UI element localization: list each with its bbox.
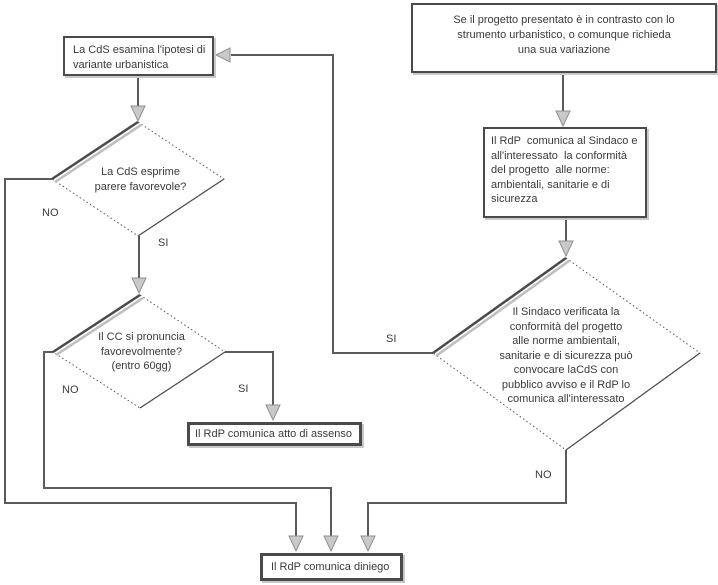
- box-text-line: variante urbanistica: [73, 59, 169, 71]
- arrow-sindaco-si-to-variante: [231, 55, 433, 353]
- decision-text-line: convocare laCdS con: [513, 364, 619, 376]
- box-text-line: una sua variazione: [517, 44, 611, 56]
- decision-cds-parere-text: [78, 165, 203, 194]
- arrowhead-down-icon: [289, 536, 303, 551]
- box-text-line: ambientali, sanitarie e di: [491, 178, 610, 191]
- decision-text-line: conformità del progetto: [509, 320, 623, 333]
- arrowhead-down-icon: [324, 536, 338, 551]
- decision-text-line: alle norme ambientali,: [512, 335, 620, 347]
- box-rdp-atto-assenso: [187, 422, 362, 446]
- arrowhead-down-icon: [559, 241, 573, 256]
- box-text-line: sicurezza: [491, 193, 538, 205]
- box-text: Il RdP comunica atto di assenso: [195, 428, 352, 440]
- decision-sindaco-text: [481, 305, 651, 407]
- label-si-sindaco: SI: [386, 333, 397, 345]
- label-no-sindaco: NO: [535, 469, 552, 481]
- decision-text-line: La CdS esprime: [101, 166, 180, 178]
- box-text: Il RdP comunica diniego: [271, 561, 390, 573]
- box-text-line: Se il progetto presentato è in contrasto con lo: [453, 14, 675, 26]
- arrow-cc-si-to-assenso: [225, 352, 273, 407]
- box-progetto-contrasto: [411, 3, 717, 73]
- label-no-cc-pronuncia: NO: [62, 384, 79, 396]
- arrowhead-down-icon: [266, 405, 280, 420]
- arrowhead-left-icon: [216, 48, 230, 62]
- arrowhead-down-icon: [556, 111, 570, 126]
- box-rdp-diniego: [260, 553, 403, 581]
- arrowhead-down-icon: [361, 536, 375, 551]
- box-cds-esamina-variante: [63, 36, 214, 76]
- decision-text-line: pubblico avviso e il RdP lo: [501, 378, 631, 391]
- decision-text-line: comunica all'interessato: [507, 393, 625, 405]
- decision-text-line: (entro 60gg): [111, 360, 172, 372]
- box-rdp-comunica-sindaco: [483, 127, 647, 218]
- label-si-cc-pronuncia: SI: [238, 383, 249, 395]
- decision-text-line: Il CC si pronuncia: [98, 331, 185, 343]
- decision-text-line: Il Sindaco verificata la: [512, 306, 620, 318]
- label-si-cds-parere: SI: [158, 237, 169, 249]
- arrowhead-down-icon: [132, 278, 146, 293]
- box-text-line: del progetto alle norme:: [491, 164, 610, 176]
- box-text-line: strumento urbanistico, o comunque richieda: [457, 29, 671, 41]
- arrowhead-down-icon: [131, 106, 145, 121]
- decision-text-line: sanitarie e di sicurezza può: [499, 349, 633, 362]
- decision-text-line: parere favorevole?: [94, 180, 187, 193]
- label-no-cds-parere: NO: [42, 207, 59, 219]
- arrow-sindaco-no-to-diniego: [368, 450, 566, 538]
- box-text-line: Il RdP comunica al Sindaco e: [491, 135, 638, 147]
- box-text-line: all'interessato la conformità: [491, 149, 627, 162]
- decision-text-line: favorevolmente?: [100, 345, 183, 358]
- decision-cc-pronuncia-text: [79, 330, 204, 374]
- box-text-line: La CdS esamina l'ipotesi di: [73, 44, 206, 56]
